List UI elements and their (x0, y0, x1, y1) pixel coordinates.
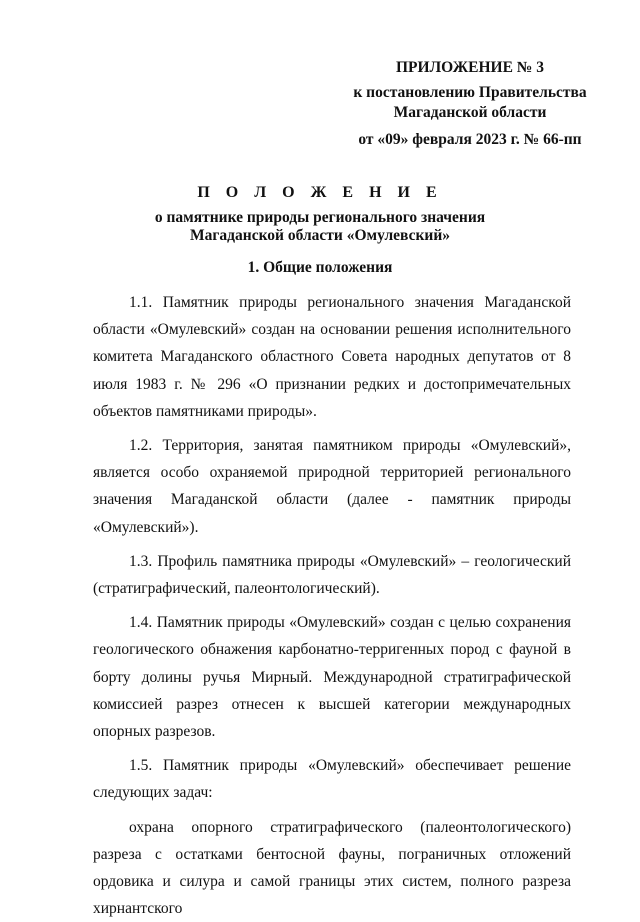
paragraph-task-1: охрана опорного стратиграфического (палеонтологического) разреза с остатками бентосной фауны, пограничных отложений ордовика и силура и самой границы этих систем, полного разреза хирнантского (93, 818, 571, 918)
paragraph-1-3: 1.3. Профиль памятника природы «Омулевский» – геологический (стратиграфический, палеонтологический). (93, 552, 571, 598)
section-heading: 1. Общие положения (247, 259, 393, 276)
paragraph-1-5: 1.5. Памятник природы «Омулевский» обеспечивает решение следующих задач: (93, 757, 571, 802)
paragraph-1-4: 1.4. Памятник природы «Омулевский» создан с целью сохранения геологического обнажения карбонатно-терригенных пород с фауной в борту долины ручья Мирный. Международной стратиграфической комиссией разрез отнесен к высшей категории международных опорных разрезов. (93, 614, 571, 741)
document-subtitle-block (60, 209, 580, 245)
document-title-block (60, 184, 580, 202)
document-subtitle-line1: о памятнике природы регионального значения (154, 209, 486, 226)
appendix-number: ПРИЛОЖЕНИЕ № 3 (396, 59, 544, 76)
document-subtitle-line2: Магаданской области «Омулевский» (190, 227, 450, 244)
paragraph-1-1: 1.1. Памятник природы регионального значения Магаданской области «Омулевский» создан на основании решения исполнительного комитета Магаданского областного Совета народных депутатов от 8 июля 1983 г. № 296 «О признании редких и достопримечательных объектов памятниками природы». (93, 294, 571, 420)
appendix-line-region: Магаданской области (393, 104, 547, 121)
section-heading-block (60, 259, 580, 277)
document-title: П О Л О Ж Е Н И Е (197, 184, 443, 201)
appendix-line-decree: к постановлению Правительства (353, 84, 587, 101)
appendix-date: от «09» февраля 2023 г. № 66-пп (358, 131, 582, 148)
paragraph-1-2: 1.2. Территория, занятая памятником природы «Омулевский», является особо охраняемой природной территорией регионального значения Магаданской области (далее - памятник природы «Омулевский»). (93, 437, 571, 536)
section-body (93, 289, 571, 922)
